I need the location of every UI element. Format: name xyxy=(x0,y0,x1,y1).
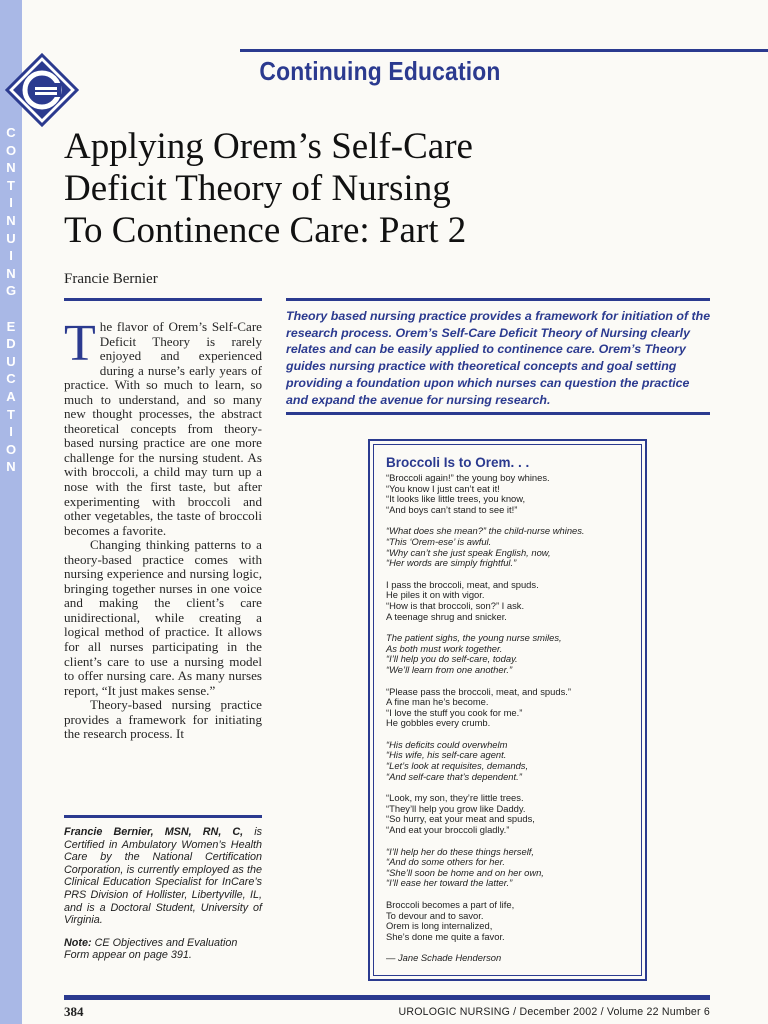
side-letter: U xyxy=(6,353,16,369)
side-strip xyxy=(0,0,22,1024)
side-letter: T xyxy=(7,177,15,193)
poem-line: “His deficits could overwhelm xyxy=(386,738,508,750)
side-letter: C xyxy=(6,371,16,387)
poem-line: “You know I just can’t eat it! xyxy=(386,482,500,494)
body-paragraph: Changing thinking patterns to a theory-based practice comes with nursing experience and nursing logic, bringing together nurses in one voice and making the client’s care unidirectional, while creating a logical method of practice. It allows for all nurses participating in the client’s care to use a nursing model to offer nursing care. As many nurses report, “It just makes sense.” xyxy=(64,537,262,698)
side-letter: E xyxy=(6,318,16,334)
poem-line: Broccoli becomes a part of life, xyxy=(386,899,515,910)
poem-line: “It looks like little trees, you know, xyxy=(386,493,526,505)
poem-line: “Look, my son, they’re little trees. xyxy=(386,792,524,804)
article-title xyxy=(64,126,584,252)
side-letter: G xyxy=(5,283,17,299)
poem-stanza xyxy=(386,900,636,942)
side-letter: N xyxy=(6,265,16,281)
poem-line: “They’ll help you grow like Daddy. xyxy=(386,802,526,814)
side-vertical-label xyxy=(0,124,22,476)
poem-line: “I’ll help you do self-care, today. xyxy=(386,653,518,665)
poem-line: “She’ll soon be home and on her own, xyxy=(386,866,544,878)
poem-line: To devour and to savor. xyxy=(386,909,484,921)
poem-body xyxy=(386,473,636,964)
poem-sidebar xyxy=(368,439,647,981)
poem-stanza xyxy=(386,473,636,515)
poem-line: A fine man he’s become. xyxy=(386,696,489,708)
bio-note: Note: CE Objectives and Evaluation Form appear on page 391. xyxy=(64,936,238,962)
side-letter: I xyxy=(9,248,13,264)
bio-text: Francie Bernier, MSN, RN, C, is Certified in Ambulatory Women’s Health Care by the National Certification Corporation, is currently employed as the Clinical Education Specialist for InCare’s PRS Division of Hollister, Libertyville, IL, and is a Doctoral Student, University of Virginia. xyxy=(64,826,262,927)
poem-stanza xyxy=(386,687,636,729)
body-paragraph: The flavor of Orem’s Self-Care Deficit Theory is rarely enjoyed and experienced during a nurse’s early years of practice. With so much to learn, so much to understand, and so many new thought processes, the abstract theoretical concepts from theory-based nursing practice are one more challenge for the nursing student. As with broccoli, a child may turn up a nose with the first taste, but after experimenting with broccoli and other vegetables, the taste of broccoli becomes a favorite. xyxy=(64,315,262,538)
article-title-line: To Continence Care: Part 2 xyxy=(64,210,467,251)
section-title: Continuing Education xyxy=(259,56,501,86)
journal-citation: UROLOGIC NURSING / December 2002 / Volume 22 Number 6 xyxy=(398,1006,710,1018)
poem-line: “Broccoli again!” the young boy whines. xyxy=(386,472,550,483)
note-label: Note: xyxy=(64,936,92,949)
article-title-line: Deficit Theory of Nursing xyxy=(64,168,451,209)
poem-line: He gobbles every crumb. xyxy=(386,717,491,729)
poem-line: “Let’s look at requisites, demands, xyxy=(386,760,529,772)
column-rule xyxy=(64,298,262,301)
poem-line: “And boys can’t stand to see it!” xyxy=(386,503,518,515)
poem-line: “I love the stuff you cook for me.” xyxy=(386,706,523,718)
poem-stanza xyxy=(386,740,636,782)
side-letter: T xyxy=(7,406,15,422)
abstract-rule-top xyxy=(286,298,710,301)
poem-title: Broccoli Is to Orem. . . xyxy=(386,455,530,470)
poem-credit: — Jane Schade Henderson xyxy=(386,952,502,964)
author-byline: Francie Bernier xyxy=(64,271,158,287)
side-letter: O xyxy=(5,441,17,457)
side-letter: N xyxy=(6,459,16,475)
poem-line: “And eat your broccoli gladly.” xyxy=(386,824,510,836)
header-rule xyxy=(240,49,768,52)
poem-line: Orem is long internalized, xyxy=(386,920,493,932)
article-title-line: Applying Orem’s Self-Care xyxy=(64,126,473,167)
poem-stanza xyxy=(386,526,636,568)
poem-line: “This ‘Orem-ese’ is awful. xyxy=(386,535,492,547)
poem-line: “Please pass the broccoli, meat, and spuds.” xyxy=(386,685,571,697)
poem-line: “How is that broccoli, son?” I ask. xyxy=(386,599,525,611)
poem-line: “And self-care that’s dependent.” xyxy=(386,770,522,782)
side-letter xyxy=(0,300,22,318)
article-abstract: Theory based nursing practice provides a framework for initiation of the research process. Orem’s Self-Care Deficit Theory of Nursing clearly relates and can be easily applied to continence care. Orem’s Theory guides nursing practice with theoretical concepts and goal setting providing a foundation upon which nurses can question the practice and expand the avenue for nursing research. xyxy=(286,309,711,407)
drop-cap: T xyxy=(64,315,96,372)
bio-name: Francie Bernier, MSN, RN, C, xyxy=(64,826,244,838)
side-letter: N xyxy=(6,212,16,228)
poem-line: “I’ll ease her toward the latter.” xyxy=(386,877,513,889)
side-letter: N xyxy=(6,160,16,176)
side-letter: I xyxy=(9,195,13,211)
article-body xyxy=(64,315,262,742)
side-letter: O xyxy=(5,142,17,158)
footer-rule xyxy=(64,995,710,1000)
body-paragraph: Theory-based nursing practice provides a framework for initiating the research process. It xyxy=(64,697,262,742)
author-bio xyxy=(64,815,262,962)
poem-stanza xyxy=(386,847,636,889)
poem-line: He piles it on with vigor. xyxy=(386,589,485,601)
poem-line: “I’ll help her do these things herself, xyxy=(386,845,534,857)
poem-line: I pass the broccoli, meat, and spuds. xyxy=(386,578,539,590)
poem-line: “So hurry, eat your meat and spuds, xyxy=(386,813,535,825)
side-letter: U xyxy=(6,230,16,246)
poem-line: “What does she mean?” the child-nurse whines. xyxy=(386,525,585,537)
side-letter: D xyxy=(6,336,16,352)
poem-line: As both must work together. xyxy=(386,642,503,654)
side-letter: C xyxy=(6,125,16,140)
poem-line: “His wife, his self-care agent. xyxy=(386,749,507,761)
continuing-education-logo-icon xyxy=(5,53,79,127)
poem-line: “Her words are simply frightful.” xyxy=(386,557,517,569)
side-letter: I xyxy=(9,424,13,440)
poem-stanza xyxy=(386,793,636,835)
side-letter: A xyxy=(6,388,16,404)
poem-line: “We’ll learn from one another.” xyxy=(386,663,513,675)
poem-line: “Why can’t she just speak English, now, xyxy=(386,546,551,558)
poem-line: The patient sighs, the young nurse smiles, xyxy=(386,632,562,644)
poem-line: A teenage shrug and snicker. xyxy=(386,610,507,622)
poem-stanza xyxy=(386,633,636,675)
poem-line: “And do some others for her. xyxy=(386,856,505,868)
poem-line: She’s done me quite a favor. xyxy=(386,930,505,942)
poem-stanza xyxy=(386,580,636,622)
page-number: 384 xyxy=(64,1004,84,1019)
abstract-rule-bottom xyxy=(286,412,710,415)
